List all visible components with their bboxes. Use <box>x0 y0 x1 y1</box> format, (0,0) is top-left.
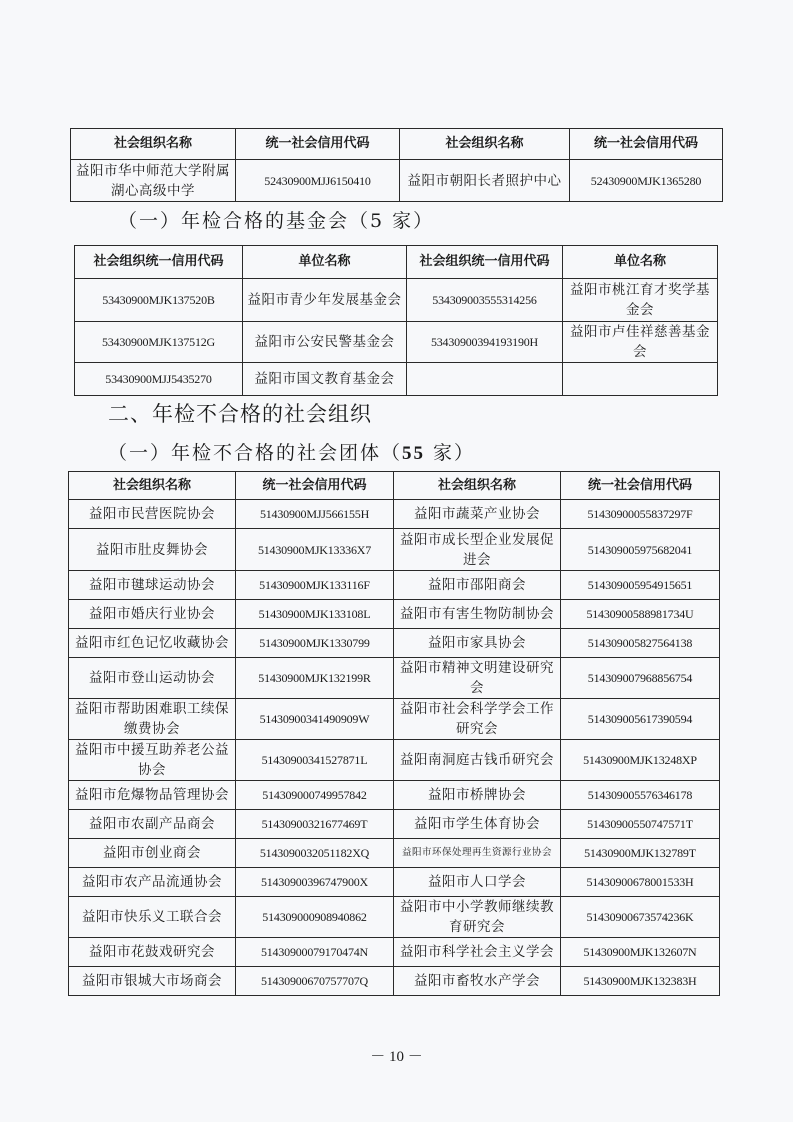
credit-code-cell: 53430900394193190H <box>407 322 563 363</box>
org-name-cell: 益阳市中小学教师继续教育研究会 <box>394 897 561 938</box>
header-unit-name: 单位名称 <box>563 246 718 279</box>
header-org-name: 社会组织名称 <box>69 472 236 500</box>
unit-name-cell: 益阳市国文教育基金会 <box>243 363 407 396</box>
org-name-cell: 益阳市登山运动协会 <box>69 658 236 699</box>
org-name-cell: 益阳市家具协会 <box>394 629 561 658</box>
org-name-cell: 益阳市环保处理再生资源行业协会 <box>394 839 561 868</box>
credit-code-cell: 51430900MJK132383H <box>561 967 720 996</box>
header-org-name: 社会组织名称 <box>394 472 561 500</box>
header-credit-code: 社会组织统一信用代码 <box>407 246 563 279</box>
table-row <box>75 322 718 363</box>
unit-name-cell <box>563 363 718 396</box>
header-unit-name: 单位名称 <box>243 246 407 279</box>
credit-code-cell: 514309005975682041 <box>561 529 720 571</box>
credit-code-cell: 51430900055837297F <box>561 500 720 529</box>
table-row <box>69 868 720 897</box>
credit-code-cell: 51430900588981734U <box>561 600 720 629</box>
header-credit-code: 统一社会信用代码 <box>561 472 720 500</box>
org-name-cell: 益阳市桥牌协会 <box>394 781 561 810</box>
table-row <box>69 529 720 571</box>
credit-code-cell: 51430900550747571T <box>561 810 720 839</box>
failed-groups-table <box>68 471 720 996</box>
foundation-section-heading: （一）年检合格的基金会（5 家） <box>118 210 435 232</box>
org-name-cell: 益阳市科学社会主义学会 <box>394 938 561 967</box>
credit-code-cell: 51430900MJK132199R <box>236 658 394 699</box>
page-number: － 10 － <box>370 1049 423 1065</box>
table-row <box>69 629 720 658</box>
credit-code-cell: 51430900MJK1330799 <box>236 629 394 658</box>
credit-code-cell: 514309005827564138 <box>561 629 720 658</box>
credit-code-cell: 53430900MJJ5435270 <box>75 363 243 396</box>
org-name-cell: 益阳市社会科学学会工作研究会 <box>394 699 561 740</box>
credit-code-cell: 514309007968856754 <box>561 658 720 699</box>
table-row <box>69 810 720 839</box>
table-row <box>69 600 720 629</box>
unit-name-cell: 益阳市青少年发展基金会 <box>243 279 407 322</box>
credit-code-cell: 51430900MJK132607N <box>561 938 720 967</box>
table-row <box>69 571 720 600</box>
table-row <box>69 967 720 996</box>
org-name-cell: 益阳市农产品流通协会 <box>69 868 236 897</box>
table-row <box>69 699 720 740</box>
org-name-cell: 益阳市肚皮舞协会 <box>69 529 236 571</box>
credit-code-cell: 51430900MJK13248XP <box>561 740 720 781</box>
heading-count: 55 <box>402 443 426 464</box>
credit-code-cell: 53430900MJK137512G <box>75 322 243 363</box>
org-name-cell: 益阳市畜牧水产学会 <box>394 967 561 996</box>
unit-name-cell: 益阳市卢佳祥慈善基金会 <box>563 322 718 363</box>
org-name-cell: 益阳市帮助困难职工续保缴费协会 <box>69 699 236 740</box>
credit-code-cell: 52430900MJK1365280 <box>570 160 723 202</box>
credit-code-cell: 514309005617390594 <box>561 699 720 740</box>
org-name-cell: 益阳南洞庭古钱币研究会 <box>394 740 561 781</box>
heading-suffix: 家） <box>425 442 476 464</box>
credit-code-cell: 51430900670757707Q <box>236 967 394 996</box>
org-name-cell: 益阳市农副产品商会 <box>69 810 236 839</box>
credit-code-cell: 514309000908940862 <box>236 897 394 938</box>
table-row <box>69 839 720 868</box>
org-name-cell: 益阳市蔬菜产业协会 <box>394 500 561 529</box>
credit-code-cell: 51430900321677469T <box>236 810 394 839</box>
table-header-row <box>75 246 718 279</box>
table-header-row <box>71 129 723 160</box>
table-row <box>75 363 718 396</box>
credit-code-cell: 51430900079170474N <box>236 938 394 967</box>
org-name-cell: 益阳市婚庆行业协会 <box>69 600 236 629</box>
section-two-heading: 二、年检不合格的社会组织 <box>108 402 372 426</box>
org-name-cell: 益阳市有害生物防制协会 <box>394 600 561 629</box>
org-name-cell: 益阳市精神文明建设研究会 <box>394 658 561 699</box>
failed-groups-table-body <box>69 500 720 996</box>
credit-code-cell: 514309000749957842 <box>236 781 394 810</box>
heading-prefix: （一）年检不合格的社会团体（ <box>108 442 403 464</box>
unit-name-cell: 益阳市公安民警基金会 <box>243 322 407 363</box>
credit-code-cell: 51430900341490909W <box>236 699 394 740</box>
org-name-cell: 益阳市朝阳长者照护中心 <box>400 160 570 202</box>
org-name-cell: 益阳市华中师范大学附属湖心高级中学 <box>71 160 236 202</box>
credit-code-cell: 5143090032051182XQ <box>236 839 394 868</box>
credit-code-cell: 51430900678001533H <box>561 868 720 897</box>
table-row <box>71 160 723 202</box>
org-name-cell: 益阳市花鼓戏研究会 <box>69 938 236 967</box>
header-org-name: 社会组织名称 <box>71 129 236 160</box>
org-name-cell: 益阳市红色记忆收藏协会 <box>69 629 236 658</box>
table-row <box>75 279 718 322</box>
header-credit-code: 统一社会信用代码 <box>570 129 723 160</box>
org-name-cell: 益阳市中援互助养老公益协会 <box>69 740 236 781</box>
org-name-cell: 益阳市快乐义工联合会 <box>69 897 236 938</box>
credit-code-cell: 51430900MJJ566155H <box>236 500 394 529</box>
credit-code-cell: 514309005954915651 <box>561 571 720 600</box>
header-credit-code: 社会组织统一信用代码 <box>75 246 243 279</box>
org-name-cell: 益阳市学生体育协会 <box>394 810 561 839</box>
foundation-table <box>74 245 718 396</box>
header-org-name: 社会组织名称 <box>400 129 570 160</box>
org-name-cell: 益阳市人口学会 <box>394 868 561 897</box>
table-row <box>69 781 720 810</box>
credit-code-cell: 514309005576346178 <box>561 781 720 810</box>
org-name-cell: 益阳市民营医院协会 <box>69 500 236 529</box>
credit-code-cell: 51430900MJK133116F <box>236 571 394 600</box>
credit-code-cell <box>407 363 563 396</box>
org-name-cell: 益阳市毽球运动协会 <box>69 571 236 600</box>
table-row <box>69 740 720 781</box>
credit-code-cell: 534309003555314256 <box>407 279 563 322</box>
credit-code-cell: 52430900MJJ6150410 <box>236 160 400 202</box>
header-credit-code: 统一社会信用代码 <box>236 472 394 500</box>
table-row <box>69 500 720 529</box>
table-header-row <box>69 472 720 500</box>
table-row <box>69 938 720 967</box>
credit-code-cell: 51430900MJK13336X7 <box>236 529 394 571</box>
org-name-cell: 益阳市银城大市场商会 <box>69 967 236 996</box>
credit-code-cell: 51430900MJK132789T <box>561 839 720 868</box>
credit-code-cell: 51430900673574236K <box>561 897 720 938</box>
failed-groups-heading <box>108 438 475 465</box>
credit-code-cell: 51430900MJK133108L <box>236 600 394 629</box>
org-name-cell: 益阳市邵阳商会 <box>394 571 561 600</box>
header-credit-code: 统一社会信用代码 <box>236 129 400 160</box>
org-name-cell: 益阳市创业商会 <box>69 839 236 868</box>
table-row <box>69 658 720 699</box>
credit-code-cell: 51430900396747900X <box>236 868 394 897</box>
unit-name-cell: 益阳市桃江育才奖学基金会 <box>563 279 718 322</box>
table-row <box>69 897 720 938</box>
org-name-cell: 益阳市危爆物品管理协会 <box>69 781 236 810</box>
credit-code-cell: 53430900MJK137520B <box>75 279 243 322</box>
credit-code-cell: 51430900341527871L <box>236 740 394 781</box>
org-name-cell: 益阳市成长型企业发展促进会 <box>394 529 561 571</box>
continued-org-table <box>70 128 723 202</box>
